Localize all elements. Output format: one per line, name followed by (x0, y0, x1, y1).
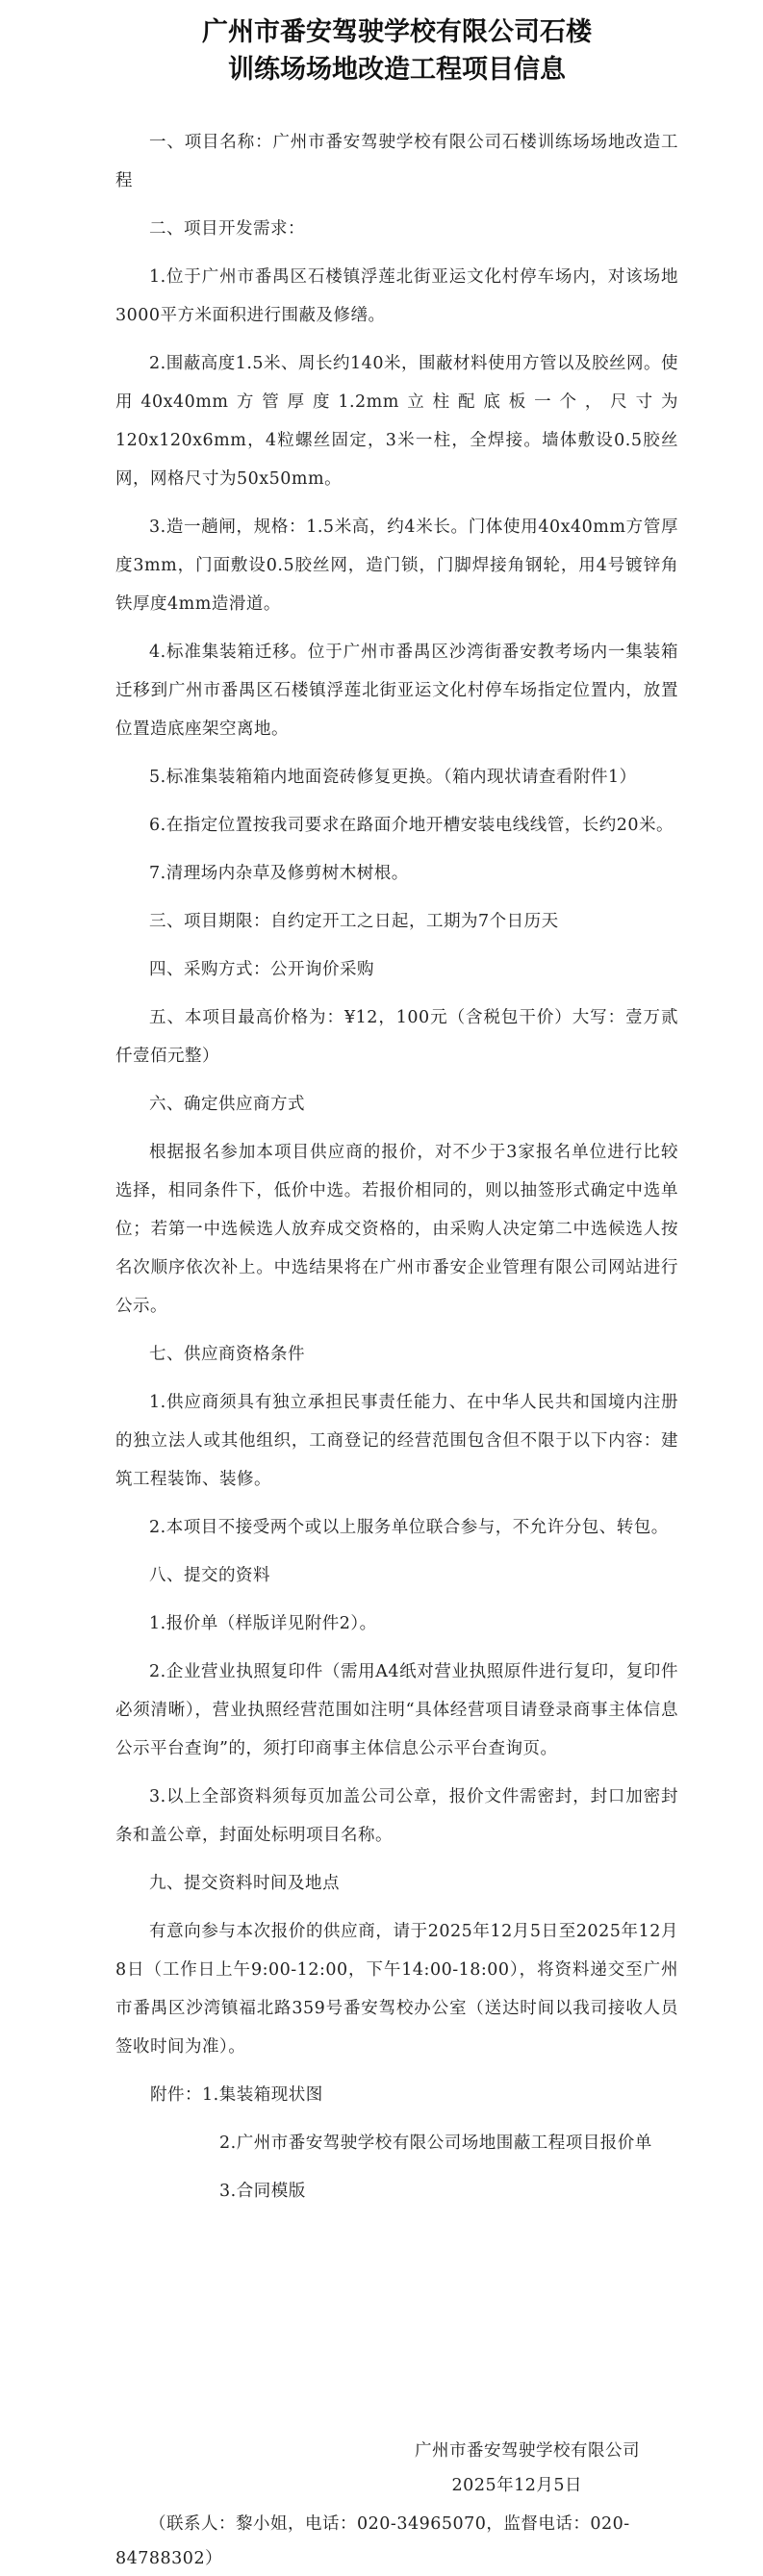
qualification-heading: 七、供应商资格条件 (149, 1345, 305, 1364)
signature-date: 2025年12月5日 (451, 2476, 582, 2495)
project-period-paragraph: 三、项目期限：自约定开工之日起，工期为7个日历天 (149, 912, 559, 931)
attachments-label: 附件： (150, 2085, 202, 2105)
attachment-item: 2.广州市番安驾驶学校有限公司场地围蔽工程项目报价单 (219, 2134, 652, 2153)
submission-heading: 九、提交资料时间及地点 (149, 1874, 340, 1893)
contact-info: （联系人：黎小姐，电话：020-34965070，监督电话：020-84788302） (115, 2514, 630, 2568)
attachments-list (115, 2076, 678, 2210)
requirements-heading: 二、项目开发需求： (149, 219, 305, 239)
selection-method-paragraph: 根据报名参加本项目供应商的报价，对不少于3家报名单位进行比较选择，相同条件下，低价中选。若报价相同的，则以抽签形式确定中选单位；若第一中选候选人放弃成交资格的，由采购人决定第二中选候选人按名次顺序依次补上。中选结果将在广州市番安企业管理有限公司网站进行公示。 (115, 1143, 678, 1316)
selection-method-heading: 六、确定供应商方式 (149, 1095, 305, 1114)
qualification-item-1: 1.供应商须具有独立承担民事责任能力、在中华人民共和国境内注册的独立法人或其他组织，工商登记的经营范围包含但不限于以下内容：建筑工程装饰、装修。 (115, 1393, 678, 1489)
max-price-paragraph: 五、本项目最高价格为：¥12，100元（含税包干价）大写：壹万贰仟壹佰元整） (115, 1008, 678, 1066)
title-line-1: 广州市番安驾驶学校有限公司石楼 (202, 17, 592, 47)
attachment-item: 1.集装箱现状图 (202, 2085, 323, 2105)
requirement-item-6: 6.在指定位置按我司要求在路面介地开槽安装电线线管，长约20米。 (149, 816, 674, 835)
requirement-item-2: 2.围蔽高度1.5米、周长约140米，围蔽材料使用方管以及胶丝网。使用40x40mm方管厚度1.2mm立柱配底板一个，尺寸为120x120x6mm，4粒螺丝固定，3米一柱，全焊接。墙体敷设0.5胶丝网，网格尺寸为50x50mm。 (115, 354, 678, 489)
attachment-row-1 (115, 2076, 678, 2114)
materials-item-1: 1.报价单（样版详见附件2）。 (149, 1614, 377, 1633)
signature-organization: 广州市番安驾驶学校有限公司 (415, 2441, 640, 2461)
procurement-method-paragraph: 四、采购方式：公开询价采购 (149, 960, 374, 979)
requirement-item-1: 1.位于广州市番禺区石楼镇浮莲北街亚运文化村停车场内，对该场地3000平方米面积进行围蔽及修缮。 (115, 267, 678, 325)
submission-paragraph: 有意向参与本次报价的供应商，请于2025年12月5日至2025年12月8日（工作日上午9:00-12:00，下午14:00-18:00），将资料递交至广州市番禺区沙湾镇福北路359号番安驾校办公室（送达时间以我司接收人员签收时间为准）。 (115, 1922, 678, 2057)
qualification-item-2: 2.本项目不接受两个或以上服务单位联合参与，不允许分包、转包。 (149, 1518, 669, 1537)
document-title (115, 0, 678, 88)
requirement-item-5: 5.标准集装箱箱内地面瓷砖修复更换。（箱内现状请查看附件1） (149, 768, 637, 787)
materials-item-3: 3.以上全部资料须每页加盖公司公章，报价文件需密封，封口加密封条和盖公章，封面处标明项目名称。 (115, 1787, 678, 1845)
signature-block (0, 2434, 763, 2576)
requirement-item-3: 3.造一趟闸，规格：1.5米高，约4米长。门体使用40x40mm方管厚度3mm，门面敷设0.5胶丝网，造门锁，门脚焊接角钢轮，用4号镀锌角铁厚度4mm造滑道。 (115, 518, 678, 614)
materials-item-2: 2.企业营业执照复印件（需用A4纸对营业执照原件进行复印，复印件必须清晰），营业执照经营范围如注明“具体经营项目请登录商事主体信息公示平台查询”的，须打印商事主体信息公示平台查询页。 (115, 1662, 678, 1758)
project-name-paragraph: 一、项目名称：广州市番安驾驶学校有限公司石楼训练场场地改造工程 (115, 133, 678, 190)
attachment-item: 3.合同模版 (219, 2182, 306, 2201)
materials-heading: 八、提交的资料 (149, 1566, 270, 1585)
title-line-2: 训练场场地改造工程项目信息 (228, 55, 566, 85)
document-body (115, 123, 678, 2210)
requirement-item-4: 4.标准集装箱迁移。位于广州市番禺区沙湾街番安教考场内一集装箱迁移到广州市番禺区石楼镇浮莲北街亚运文化村停车场指定位置内，放置位置造底座架空离地。 (115, 643, 678, 739)
requirement-item-7: 7.清理场内杂草及修剪树木树根。 (149, 864, 409, 883)
